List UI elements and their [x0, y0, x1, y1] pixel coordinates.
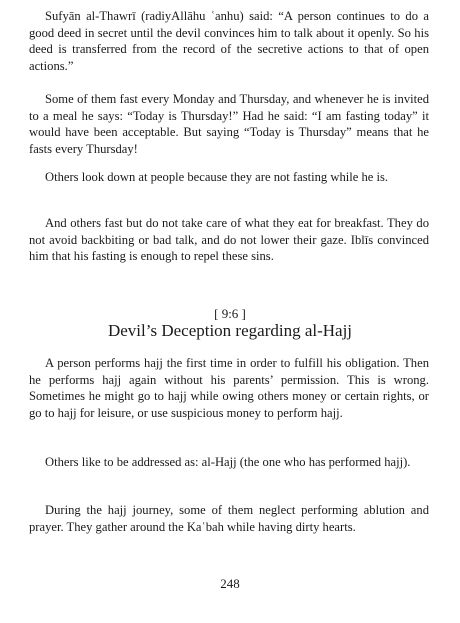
section-number: [ 9:6 ] — [214, 306, 246, 321]
paragraph-sufyan-quote: Sufyān al-Thawrī (radiyAllāhu ʿanhu) said: “A person continues to do a good deed in secret until the devil convinces him to talk about it openly. So his deed is transferred from the record of the secretive actions to that of open actions.” — [29, 9, 429, 73]
paragraph-breakfast: And others fast but do not take care of what they eat for breakfast. They do not avoid backbiting or bad talk, and do not lower their gaze. Iblīs convinced him that his fasting is enough to repel these sins. — [29, 216, 429, 264]
paragraph-monday-thursday: Some of them fast every Monday and Thursday, and whenever he is invited to a meal he says: “Today is Thursday!” Had he said: “I am fasting today” it would have been acceptable. But saying “Today is Thursday” means that he fasts every Thursday! — [29, 92, 429, 156]
paragraph-hajj-obligation: A person performs hajj the first time in order to fulfill his obligation. Then he performs hajj again without his parents’ permission. This is wrong. Sometimes he might go to hajj while owing others money or certain rights, or go to hajj for leisure, or use suspicious money to perform hajj. — [29, 356, 429, 420]
paragraph-look-down: Others look down at people because they are not fasting while he is. — [45, 170, 389, 184]
section-title: Devil’s Deception regarding al-Hajj — [107, 321, 353, 340]
page-number: 248 — [220, 576, 240, 591]
paragraph-hajj-journey: During the hajj journey, some of them neglect performing ablution and prayer. They gather around the Kaʿbah while having dirty hearts. — [29, 503, 429, 534]
paragraph-al-hajj-title: Others like to be addressed as: al-Hajj (the one who has performed hajj). — [45, 455, 411, 469]
